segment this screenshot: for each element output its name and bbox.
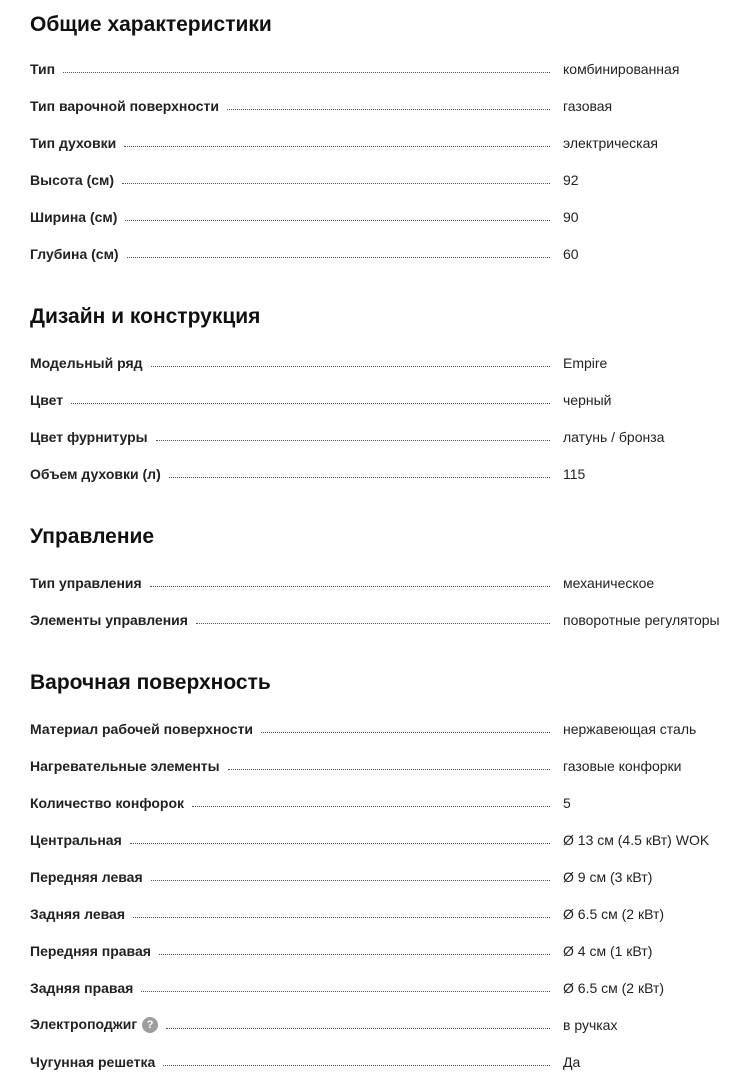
spec-row-fittings-color xyxy=(30,418,743,455)
section-design xyxy=(30,302,743,492)
dotted-leader xyxy=(124,146,550,147)
dotted-leader xyxy=(159,954,550,955)
spec-value: Ø 4 см (1 кВт) xyxy=(563,942,653,959)
spec-value: Ø 6.5 см (2 кВт) xyxy=(563,905,665,922)
spec-value: комбинированная xyxy=(563,60,680,77)
dotted-leader xyxy=(196,623,550,624)
dotted-leader xyxy=(150,586,550,587)
dotted-leader xyxy=(125,220,550,221)
spec-row-oven-volume xyxy=(30,455,743,492)
spec-value: 90 xyxy=(563,208,579,225)
spec-value: 60 xyxy=(563,245,579,262)
spec-label: Объем духовки (л) xyxy=(30,465,161,482)
spec-value: газовая xyxy=(563,97,613,114)
dotted-leader xyxy=(130,843,550,844)
spec-value: газовые конфорки xyxy=(563,757,682,774)
spec-label: Тип духовки xyxy=(30,134,117,151)
spec-row-electric-ignition xyxy=(30,1006,743,1043)
spec-value: механическое xyxy=(563,574,655,591)
spec-label: Центральная xyxy=(30,831,122,848)
dotted-leader xyxy=(133,917,550,918)
section-title: Управление xyxy=(30,525,155,548)
spec-label: Ширина (см) xyxy=(30,208,118,225)
spec-label: Материал рабочей поверхности xyxy=(30,720,254,737)
spec-label: Тип xyxy=(30,60,56,77)
spec-row-front-left-burner xyxy=(30,858,743,895)
dotted-leader xyxy=(192,806,550,807)
spec-label: Модельный ряд xyxy=(30,354,143,371)
spec-label: Передняя правая xyxy=(30,942,151,959)
dotted-leader xyxy=(163,1065,550,1066)
spec-value: Ø 9 см (3 кВт) xyxy=(563,868,653,885)
dotted-leader xyxy=(156,440,550,441)
spec-row-central-burner xyxy=(30,821,743,858)
dotted-leader xyxy=(141,991,550,992)
spec-row-burner-count xyxy=(30,784,743,821)
spec-value: Да xyxy=(563,1053,581,1070)
spec-row-front-right-burner xyxy=(30,932,743,969)
spec-row-surface-material xyxy=(30,710,743,747)
spec-row-height xyxy=(30,161,743,198)
spec-value: поворотные регуляторы xyxy=(563,611,720,628)
section-title: Дизайн и конструкция xyxy=(30,305,261,328)
question-mark-icon[interactable]: ? xyxy=(142,1017,158,1033)
spec-label: Количество конфорок xyxy=(30,794,185,811)
spec-row-cast-iron-grate xyxy=(30,1043,743,1080)
spec-value: черный xyxy=(563,391,612,408)
spec-row-oven-type xyxy=(30,124,743,161)
spec-value: Ø 6.5 см (2 кВт) xyxy=(563,979,665,996)
dotted-leader xyxy=(151,880,550,881)
spec-row-rear-right-burner xyxy=(30,969,743,1006)
spec-value: 5 xyxy=(563,794,571,811)
spec-label: Задняя левая xyxy=(30,905,125,922)
spec-row-model-line xyxy=(30,344,743,381)
spec-value: латунь / бронза xyxy=(563,428,665,445)
spec-row-width xyxy=(30,198,743,235)
section-cooktop xyxy=(30,668,743,1080)
spec-row-control-type xyxy=(30,564,743,601)
spec-row-type xyxy=(30,50,743,87)
spec-label: Чугунная решетка xyxy=(30,1053,156,1070)
spec-row-control-elements xyxy=(30,601,743,638)
spec-value: 115 xyxy=(563,465,586,482)
spec-label: Глубина (см) xyxy=(30,245,119,262)
spec-value: Ø 13 см (4.5 кВт) WOK xyxy=(563,831,710,848)
spec-label-with-help xyxy=(30,1016,158,1033)
dotted-leader xyxy=(228,769,550,770)
dotted-leader xyxy=(151,366,550,367)
spec-label: Цвет фурнитуры xyxy=(30,428,148,445)
dotted-leader xyxy=(166,1028,550,1029)
spec-label: Тип управления xyxy=(30,574,142,591)
spec-label: Высота (см) xyxy=(30,171,115,188)
spec-value: 92 xyxy=(563,171,579,188)
dotted-leader xyxy=(122,183,550,184)
spec-row-depth xyxy=(30,235,743,272)
spec-label: Элементы управления xyxy=(30,611,188,628)
spec-label: Нагревательные элементы xyxy=(30,757,220,774)
section-general xyxy=(30,10,743,272)
spec-value: Empire xyxy=(563,354,608,371)
spec-label: Задняя правая xyxy=(30,979,134,996)
spec-row-heating-elements xyxy=(30,747,743,784)
spec-label: Передняя левая xyxy=(30,868,143,885)
spec-value: нержавеющая сталь xyxy=(563,720,697,737)
spec-value: электрическая xyxy=(563,134,658,151)
dotted-leader xyxy=(71,403,550,404)
spec-row-rear-left-burner xyxy=(30,895,743,932)
spec-row-cooktop-type xyxy=(30,87,743,124)
spec-label: Цвет xyxy=(30,391,64,408)
dotted-leader xyxy=(127,257,550,258)
section-title: Варочная поверхность xyxy=(30,671,271,694)
section-controls xyxy=(30,522,743,638)
dotted-leader xyxy=(63,72,550,73)
spec-label: Тип варочной поверхности xyxy=(30,97,220,114)
dotted-leader xyxy=(261,732,550,733)
dotted-leader xyxy=(227,109,550,110)
section-title: Общие характеристики xyxy=(30,13,272,36)
dotted-leader xyxy=(169,477,550,478)
spec-label-text: Электроподжиг xyxy=(30,1016,138,1032)
spec-value: в ручках xyxy=(563,1016,618,1033)
spec-row-color xyxy=(30,381,743,418)
